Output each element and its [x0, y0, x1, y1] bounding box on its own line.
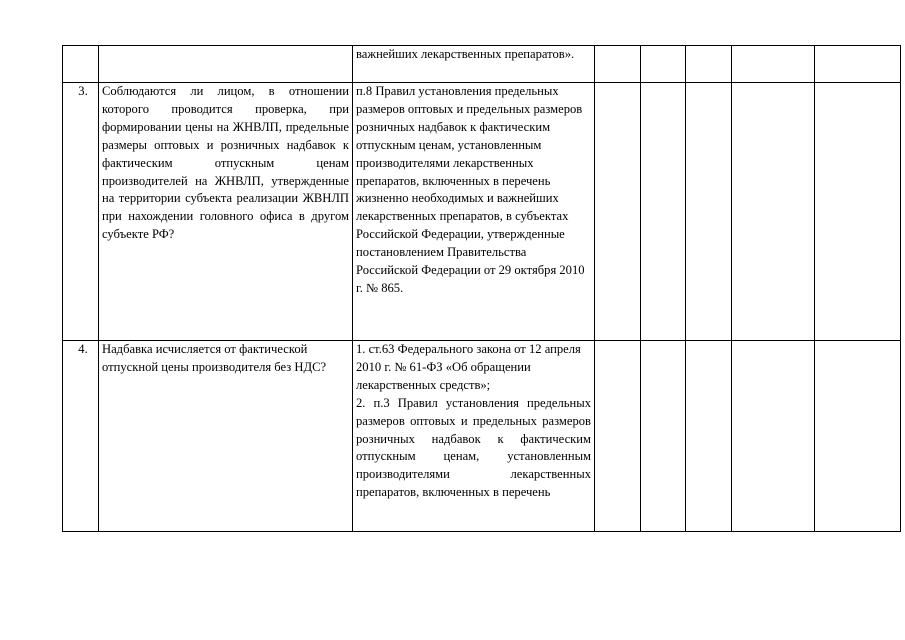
empty-cell	[815, 46, 901, 83]
empty-cell	[815, 83, 901, 341]
question-cell	[99, 46, 353, 83]
legal-basis-item-1: 1. ст.63 Федерального закона от 12 апреля 2010 г. № 61-ФЗ «Об обращении лекарственных средств»;	[356, 342, 581, 392]
table-row	[63, 341, 901, 532]
legal-basis-cell: п.8 Правил установления предельных размеров оптовых и предельных размеров розничных надбавок к фактическим отпускным ценам, установленным производителями лекарственных препаратов, включенных в перечень жизненно необходимых и важнейших лекарственных препаратов, в субъектах Российской Федерации, утвержденные постановлением Правительства Российской Федерации от 29 октября 2010 г. № 865.	[353, 83, 595, 341]
row-number: 4.	[63, 341, 99, 532]
empty-cell	[732, 83, 815, 341]
empty-cell	[732, 46, 815, 83]
question-cell: Надбавка исчисляется от фактической отпускной цены производителя без НДС?	[99, 341, 353, 532]
legal-basis-cell	[353, 341, 595, 532]
empty-cell	[686, 83, 732, 341]
empty-cell	[732, 341, 815, 532]
legal-basis-cell: важнейших лекарственных препаратов».	[353, 46, 595, 83]
empty-cell	[595, 46, 641, 83]
table-row	[63, 46, 901, 83]
empty-cell	[595, 83, 641, 341]
empty-cell	[595, 341, 641, 532]
row-number: 3.	[63, 83, 99, 341]
empty-cell	[641, 46, 686, 83]
row-number	[63, 46, 99, 83]
legal-basis-item-2: 2. п.3 Правил установления предельных размеров оптовых и предельных размеров розничных надбавок к фактическим отпускным ценам, установленным производителями лекарственных препаратов, включенных в перечень	[356, 395, 591, 500]
empty-cell	[686, 46, 732, 83]
question-cell: Соблюдаются ли лицом, в отношении которого проводится проверка, при формировании цены на ЖНВЛП, предельные размеры оптовых и розничных надбавок к фактическим отпускным ценам производителей на ЖНВЛП, утвержденные на территории субъекта реализации ЖВНЛП при нахождении головного офиса в другом субъекте РФ?	[99, 83, 353, 341]
empty-cell	[686, 341, 732, 532]
checklist-table	[62, 45, 901, 532]
empty-cell	[641, 83, 686, 341]
empty-cell	[641, 341, 686, 532]
table-row	[63, 83, 901, 341]
empty-cell	[815, 341, 901, 532]
